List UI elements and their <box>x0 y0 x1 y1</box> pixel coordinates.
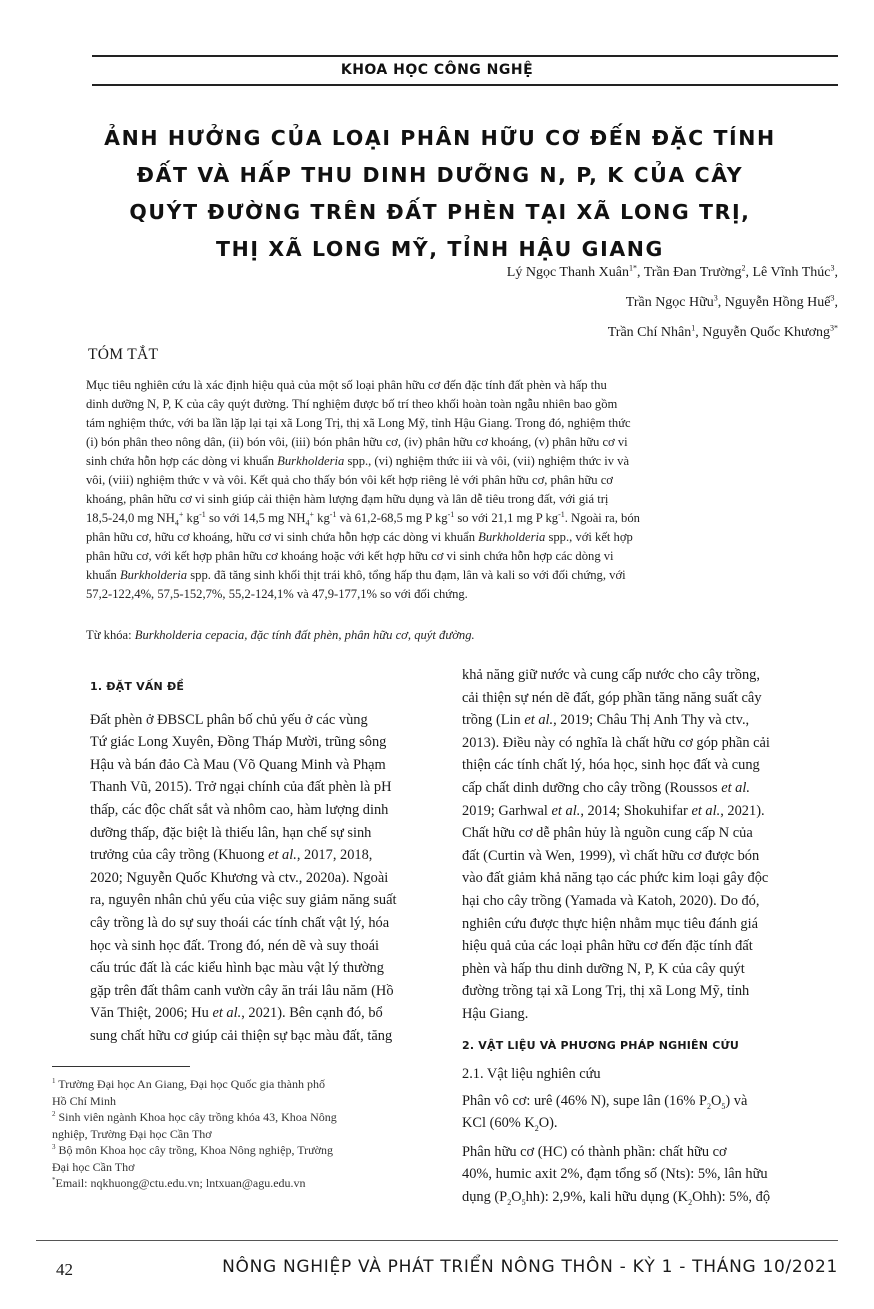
abstract-heading: TÓM TẮT <box>88 346 159 363</box>
header-top-rule <box>92 55 838 57</box>
citation-et-al: et al. <box>212 1005 242 1022</box>
body-line: dưỡng thấp, đặc biệt là thiếu lân, hạn chế sự sinh <box>90 824 372 841</box>
title-line: ẢNH HƯỞNG CỦA LOẠI PHÂN HỮU CƠ ĐẾN ĐẶC TÍNH <box>104 126 776 150</box>
author-name: , Trần Đan Trường <box>637 265 742 280</box>
text-run: Sinh viên ngành Khoa học cây trồng khóa 43, Khoa Nông <box>55 1110 337 1124</box>
body-line: đất (Curtin và Wen, 1999), vì chất hữu cơ được bón <box>462 847 760 864</box>
title-line: THỊ XÃ LONG MỸ, TỈNH HẬU GIANG <box>216 237 664 261</box>
body-line: Hậu và bán đảo Cà Mau (Võ Quang Minh và Phạm <box>90 756 386 773</box>
author-name: Trần Chí Nhân <box>607 325 692 340</box>
species-name: Burkholderia <box>277 454 345 468</box>
text-run: , 2017, 2018, <box>296 847 373 864</box>
text-run: . Ngoài ra, bón <box>564 511 640 525</box>
footnote-rule <box>52 1066 190 1067</box>
text-run: khuẩn <box>86 568 120 582</box>
text-run: kg <box>183 511 200 525</box>
text-run: spp., (vi) nghiệm thức iii và vôi, (vii) nghiệm thức iv và <box>344 454 630 468</box>
body-line: vào đất giảm khả năng tạo các phức kim loại gây độc <box>462 870 769 887</box>
author-name: , Nguyễn Quốc Khương <box>695 325 830 340</box>
affiliation-mark: 1* <box>629 263 637 273</box>
body-line: cấu trúc đất là các kiểu hình bạc màu vật lý thường <box>90 960 384 977</box>
text-run: và 61,2-68,5 mg P kg <box>336 511 448 525</box>
species-name: Burkholderia <box>119 568 188 582</box>
body-line: nghiên cứu được thực hiện nhằm mục tiêu đánh giá <box>462 915 758 932</box>
body-line: đường trồng tại xã Long Trị, thị xã Long Mỹ, tỉnh <box>462 983 750 1000</box>
abstract-line: dinh dưỡng N, P, K của cây quýt đường. Thí nghiệm được bố trí theo khối hoàn toàn ngẫu nhiên bao gồm <box>86 397 618 411</box>
subsection-heading: 2.1. Vật liệu nghiên cứu <box>462 1066 601 1083</box>
body-line <box>90 844 440 867</box>
body-line: cải thiện sự nén dẽ đất, góp phần tăng năng suất cây <box>462 689 762 706</box>
text-run: spp., với kết hợp <box>545 530 633 544</box>
keywords-label: Từ khóa: <box>86 628 135 642</box>
subscript: 5 <box>721 1101 726 1111</box>
body-line <box>90 1002 440 1025</box>
subscript: 4 <box>174 518 179 528</box>
text-run: , 2019; Châu Thị Anh Thy và ctv., <box>553 712 750 729</box>
subscript: 4 <box>305 518 310 528</box>
affiliation-mark: 3 <box>830 263 835 273</box>
species-name: Burkholderia <box>478 530 546 544</box>
left-column <box>90 676 440 1048</box>
abstract-line: (i) bón phân theo nông dân, (ii) bón vôi, (iii) bón phân hữu cơ, (iv) phân hữu cơ khoáng, (v) phân hữu cơ vi <box>86 435 628 449</box>
text-run: O). <box>538 1115 558 1132</box>
footnote-mark: 2 <box>52 1110 56 1118</box>
body-line: ra, nguyên nhân chủ yếu của việc suy giảm năng suất <box>90 892 397 909</box>
abstract-line: 57,2-122,4%, 57,5-152,7%, 55,2-124,1% và 47,9-177,1% so với đối chứng. <box>86 587 468 601</box>
body-line: cây trồng là do sự suy thoái các tính chất vật lý, hóa <box>90 914 390 931</box>
footnote-line <box>52 1076 442 1093</box>
abstract-line: phân hữu cơ, với kết hợp phân hữu cơ khoáng hoặc với kết hợp hữu cơ vi sinh chứa hỗn hợp các dòng vi <box>86 549 614 563</box>
contact-email: Email: nqkhuong@ctu.edu.vn; lntxuan@agu.edu.vn <box>55 1176 306 1190</box>
footnote-mark: 1 <box>52 1077 56 1085</box>
body-line: Đất phèn ở ĐBSCL phân bố chủ yếu ở các vùng <box>90 711 368 728</box>
body-line: thiện các tính chất lý, hóa học, sinh học đất và cung <box>462 757 760 774</box>
text-run: Văn Thiệt, 2006; Hu <box>90 1005 213 1022</box>
author-name: Trần Ngọc Hữu <box>625 295 714 310</box>
citation-et-al: et al. <box>691 802 721 819</box>
superscript: -1 <box>558 509 565 519</box>
abstract-line: vôi, (viii) nghiệm thức v và vôi. Kết quả cho thấy bón vôi kết hợp riêng lẻ với phân hữu cơ, phân hữu cơ <box>86 473 613 487</box>
text-run: O <box>711 1092 722 1109</box>
superscript: + <box>309 509 315 519</box>
body-line: hại cho cây trồng (Yamada và Katoh, 2020). Do đó, <box>462 892 760 909</box>
text-run: so với 21,1 mg P kg <box>454 511 559 525</box>
section-heading: 2. VẬT LIỆU VÀ PHƯƠNG PHÁP NGHIÊN CỨU <box>462 1038 739 1052</box>
author-line <box>318 288 838 318</box>
text-run: spp. đã tăng sinh khối thịt trái khô, tổng hấp thu đạm, lân và kali so với đối chứng, với <box>187 568 626 582</box>
article-title <box>40 120 840 268</box>
body-line: phèn và hấp thu dinh dưỡng N, P, K của cây quýt <box>462 960 745 977</box>
footer-rule <box>36 1240 838 1241</box>
title-line: QUÝT ĐƯỜNG TRÊN ĐẤT PHÈN TẠI XÃ LONG TRỊ, <box>129 200 751 224</box>
text-run: trồng (Lin <box>462 712 525 729</box>
body-line <box>462 709 842 732</box>
author-name: , Nguyễn Hồng Huế <box>717 295 831 310</box>
affiliation-mark: 3* <box>830 323 838 333</box>
abstract-body <box>86 376 836 604</box>
body-line: Tứ giác Long Xuyên, Đồng Tháp Mười, trũng sông <box>90 734 387 751</box>
author-line <box>318 258 838 288</box>
subscript: 2 <box>534 1124 539 1134</box>
journal-footer: NÔNG NGHIỆP VÀ PHÁT TRIỂN NÔNG THÔN - KỲ 1 - THÁNG 10/2021 <box>222 1257 838 1277</box>
citation-et-al: et al. <box>268 847 297 864</box>
superscript: + <box>178 509 184 519</box>
abstract-line <box>86 528 836 547</box>
text-run: 18,5-24,0 mg NH <box>86 511 175 525</box>
author-name: Lý Ngọc Thanh Xuân <box>506 265 629 280</box>
text-run: hh): 2,9%, kali hữu dụng (K <box>525 1189 689 1206</box>
body-line: Chất hữu cơ dễ phân hủy là nguồn cung cấp N của <box>462 825 753 842</box>
page-number: 42 <box>56 1260 73 1279</box>
body-line: Thanh Vũ, 2015). Trở ngại chính của đất phèn là pH <box>90 779 392 796</box>
author-name: , Lê Vĩnh Thúc <box>745 265 831 280</box>
affiliation-mark: 3 <box>713 293 718 303</box>
subscript: 2 <box>707 1101 712 1111</box>
body-line: 2013). Điều này có nghĩa là chất hữu cơ góp phần cải <box>462 734 770 751</box>
affiliation-mark: 3 <box>830 293 835 303</box>
abstract-line <box>86 509 836 528</box>
citation-et-al: et al. <box>721 779 750 796</box>
text-run: , 2014; Shokuhifar <box>580 802 692 819</box>
footnotes <box>52 1076 442 1192</box>
text-run: , 2021). <box>720 802 765 819</box>
text-run: 2019; Garhwal <box>462 802 552 819</box>
body-line: học và sinh học đất. Trong đó, nén dẽ và suy thoái <box>90 937 379 954</box>
author-line <box>318 318 838 348</box>
separator: , <box>834 265 838 280</box>
body-line: sung chất hữu cơ giúp cải thiện sự bạc màu đất, tăng <box>90 1027 393 1044</box>
footnote-line: Đại học Cần Thơ <box>52 1159 135 1174</box>
footnote-line: nghiệp, Trường Đại học Cần Thơ <box>52 1126 212 1141</box>
text-run: phân hữu cơ, hữu cơ khoáng, hữu cơ vi sinh chứa hỗn hợp các dòng vi khuẩn <box>86 530 479 544</box>
separator: , <box>834 295 838 310</box>
text-run: kg <box>314 511 330 525</box>
citation-et-al: et al. <box>551 802 581 819</box>
abstract-line <box>86 452 836 471</box>
body-line: Hậu Giang. <box>462 1005 529 1022</box>
body-line: thấp, các độc chất sắt và nhôm cao, hàm lượng dinh <box>90 801 389 818</box>
author-list <box>318 258 838 348</box>
text-run: KCl (60% K <box>462 1115 535 1132</box>
body-line <box>462 1112 842 1135</box>
keywords-text: Burkholderia cepacia, đặc tính đất phèn, phân hữu cơ, quýt đường. <box>134 628 475 642</box>
abstract-line: khoáng, phân hữu cơ vi sinh giúp cải thiện hàm lượng đạm hữu dụng và lân dễ tiêu trong đất, với giá trị <box>86 492 609 506</box>
footnote-mark: * <box>52 1176 56 1184</box>
affiliation-mark: 1 <box>691 323 696 333</box>
footnote-line <box>52 1142 442 1159</box>
text-run: O <box>511 1189 522 1206</box>
body-line <box>462 777 842 800</box>
body-line <box>462 1090 842 1113</box>
text-run: , 2021). Bên cạnh đó, bổ <box>241 1005 383 1022</box>
footnote-line: Hồ Chí Minh <box>52 1093 117 1108</box>
body-line: hiệu quả của các loại phân hữu cơ đến đặc tính đất <box>462 938 753 955</box>
keywords <box>86 626 836 645</box>
citation-et-al: et al. <box>524 712 554 729</box>
superscript: -1 <box>199 509 206 519</box>
text-run: Ohh): 5%, độ <box>692 1189 771 1206</box>
text-run: Trường Đại học An Giang, Đại học Quốc gia thành phố <box>55 1077 325 1091</box>
text-run: ) và <box>725 1092 748 1109</box>
text-run: cấp chất dinh dưỡng cho cây trồng (Roussos <box>462 779 722 796</box>
body-line: gặp trên đất thâm canh vườn cây ăn trái lâu năm (Hồ <box>90 982 394 999</box>
body-line: khả năng giữ nước và cung cấp nước cho cây trồng, <box>462 667 760 683</box>
subscript: 5 <box>521 1197 526 1207</box>
body-line: 2020; Nguyễn Quốc Khương và ctv., 2020a). Ngoài <box>90 869 389 886</box>
header-bottom-rule <box>92 84 838 86</box>
title-line: ĐẤT VÀ HẤP THU DINH DƯỠNG N, P, K CỦA CÂY <box>136 163 744 187</box>
text-run: sinh chứa hỗn hợp các dòng vi khuẩn <box>86 454 278 468</box>
text-run: Bộ môn Khoa học cây trồng, Khoa Nông nghiệp, Trường <box>55 1143 333 1157</box>
affiliation-mark: 2 <box>741 263 746 273</box>
footnote-line <box>52 1175 442 1192</box>
text-run: dụng (P <box>462 1189 508 1206</box>
section-header: KHOA HỌC CÔNG NGHỆ <box>340 62 534 78</box>
right-column <box>462 664 842 1209</box>
abstract-line <box>86 566 836 585</box>
footnote-line <box>52 1109 442 1126</box>
subscript: 2 <box>507 1197 512 1207</box>
superscript: -1 <box>447 509 455 519</box>
section-heading: 1. ĐẶT VẤN ĐỀ <box>90 680 185 693</box>
abstract-line: tám nghiệm thức, với ba lần lặp lại tại xã Long Trị, thị xã Long Mỹ, tỉnh Hậu Giang. Trong đó, nghiệm thức <box>86 416 631 430</box>
superscript: -1 <box>329 509 337 519</box>
body-line: Phân hữu cơ (HC) có thành phần: chất hữu cơ <box>462 1143 727 1160</box>
text-run: trưởng của cây trồng (Khuong <box>90 847 269 864</box>
body-line <box>462 800 842 823</box>
text-run: so với 14,5 mg NH <box>205 511 306 525</box>
text-run: Phân vô cơ: urê (46% N), supe lân (16% P <box>462 1092 708 1109</box>
subscript: 2 <box>688 1197 693 1207</box>
body-line: 40%, humic axit 2%, đạm tổng số (Nts): 5%, lân hữu <box>462 1166 768 1183</box>
abstract-line: Mục tiêu nghiên cứu là xác định hiệu quả của một số loại phân hữu cơ đến đặc tính đất phèn và hấp thu <box>86 378 607 392</box>
footnote-mark: 3 <box>52 1143 56 1151</box>
body-line <box>462 1186 842 1209</box>
